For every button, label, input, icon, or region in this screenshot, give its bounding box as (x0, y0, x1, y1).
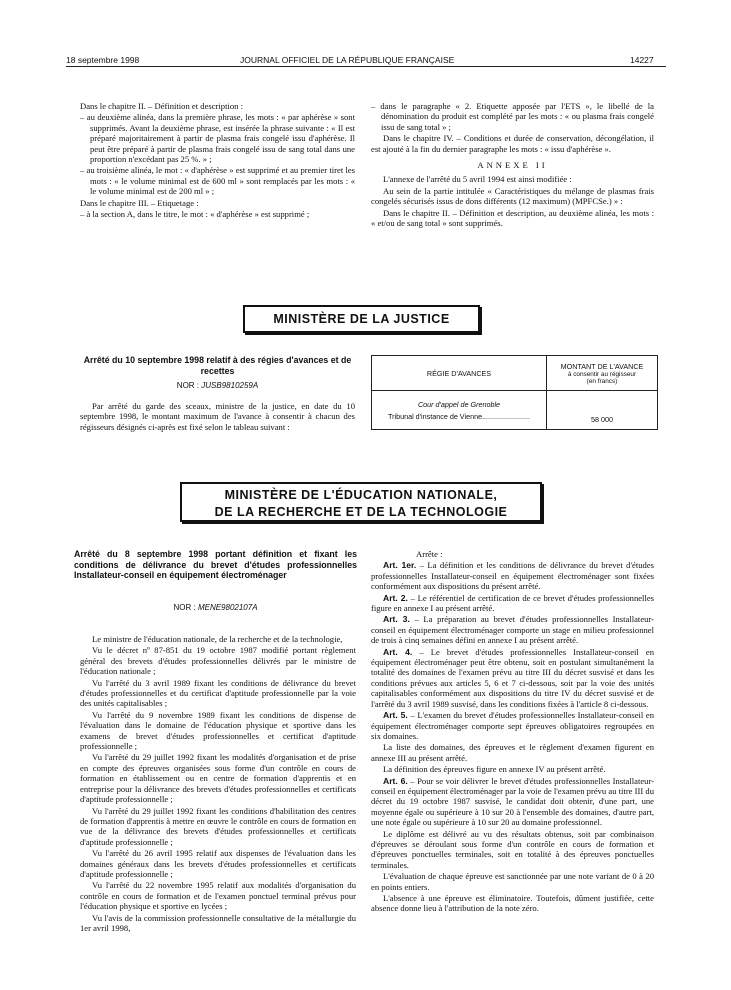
ministry-education-heading: MINISTÈRE DE L'ÉDUCATION NATIONALE, DE LA RECHERCHE ET DE LA TECHNOLOGIE (180, 482, 542, 522)
bullet-paragraph: – dans le paragraphe « 2. Etiquette apposée par l'ETS », le libellé de la dénomination du produit est complété par les mots : « ou plasma frais congelé issu de sang total » ; (371, 101, 654, 132)
page-number: 14227 (630, 55, 654, 65)
annex-title: ANNEXE II (477, 160, 548, 171)
arrete-label: Arrête : (416, 549, 443, 559)
justice-nor (80, 381, 355, 390)
paragraph: Vu le décret nº 87-851 du 19 octobre 1987 modifié portant règlement général des brevets d'études professionnelles délivrés par le ministre de l'éducation nationale ; (80, 645, 356, 677)
header-rule (66, 66, 666, 67)
education-decree-title: Arrêté du 8 septembre 1998 portant définition et fixant les conditions de délivrance du brevet d'études professionnelles Installateur-conseil en équipement électroménager (74, 549, 357, 580)
education-left-column (80, 634, 356, 934)
paragraph: L'annexe de l'arrêté du 5 avril 1994 est ainsi modifiée : (383, 174, 572, 185)
article: La définition des épreuves figure en annexe IV au présent arrêté. (383, 764, 606, 775)
article: L'absence à une épreuve est éliminatoire. Toutefois, dûment justifiée, cette absence donne lieu à l'attribution de la note zéro. (371, 893, 654, 914)
tribunal-name: Tribunal d'instance de Vienne........................ (387, 411, 530, 421)
article: Art. 1er. – La définition et les conditions de délivrance du brevet d'études professionnelles Installateur-conseil en équipement électroménager sont fixées conformément aux dispositions du présent arrêté. (371, 560, 654, 592)
paragraph: Le ministre de l'éducation nationale, de la recherche et de la technologie, (92, 634, 343, 644)
nor-code: MENE9802107A (197, 603, 258, 612)
article: Art. 3. – La préparation au brevet d'études professionnelles Installateur-conseil en équipement électroménager comporte un stage en milieu professionnel de trois à cinq semaines défini en annexe I au présent arrêté. (371, 614, 654, 646)
article: Art. 4. – Le brevet d'études professionnelles Installateur-conseil en équipement électroménager peut être obtenu, soit en postulant simultanément la totalité des domaines de l'examen prévu au titre III du décret susvisé et dans les conditions prévues aux articles 5, 6 et 7 ci-dessous, soit par la voie des unités capitalisables conformément aux dispositions du titre IV du décret susvisé et de l'arrêté du 3 avril 1989 susvisé, dans les conditions fixées à l'article 8 ci-dessous. (371, 646, 654, 709)
article: Art. 6. – Pour se voir délivrer le brevet d'études professionnelles Installateur-conseil en équipement électroménager par la voie de l'examen prévu au titre III du décret du 19 octobre 1987 susvisé, le candidat doit obtenir, d'une part, une moyenne égale ou supérieure à 10 sur 20 à l'ensemble des domaines, d'autre part, une note égale ou supérieure à 10 sur 20 au domaine professionnel. (371, 775, 655, 828)
page-date: 18 septembre 1998 (66, 55, 140, 65)
top-right-column (371, 101, 654, 229)
article: Art. 5. – L'examen du brevet d'études professionnelles Installateur-conseil en équipement électroménager comporte sept épreuves obligatoires regroupées en six domaines. (371, 710, 655, 741)
advances-table (371, 355, 658, 430)
ministry-justice-heading: MINISTÈRE DE LA JUSTICE (243, 305, 480, 333)
journal-title: JOURNAL OFFICIEL DE LA RÉPUBLIQUE FRANÇAISE (240, 55, 455, 65)
paragraph: Au sein de la partie intitulée « Caractéristiques du mélange de plasmas frais congelés sécurisés issus de dons différents (12 maximum) (MPFCSe.) » : (371, 185, 654, 207)
article: L'évaluation de chaque épreuve est sanctionnée par une note variant de 0 à 20 en points entiers. (371, 871, 654, 892)
paragraph: Vu l'arrêté du 9 novembre 1989 fixant les conditions de dispense de l'évaluation dans le domaine de l'éducation physique et sportive dans les examens de brevet d'études professionnelles et certificat d'aptitude professionnelle ; (80, 709, 356, 752)
court-name: Cour d'appel de Grenoble (417, 399, 501, 409)
paragraph: Dans le chapitre III. – Etiquetage : (80, 197, 199, 208)
paragraph: Vu l'avis de la commission professionnelle consultative de la métallurgie du 1er avril 1998, (80, 912, 356, 933)
nor-code: JUSB9810259A (201, 381, 259, 390)
bullet-paragraph: – à la section A, dans le titre, le mot : « d'aphérèse » est supprimé ; (80, 209, 310, 220)
education-nor (74, 603, 357, 612)
paragraph: Vu l'arrêté du 29 juillet 1992 fixant les conditions d'habilitation des centres de formation d'apprentis à mettre en œuvre le contrôle en cours de formation en vue de la délivrance des brevets d'études professionnelles et certificats d'aptitude professionnelle ; (80, 805, 356, 847)
nor-label: NOR : (176, 381, 200, 390)
paragraph: Dans le chapitre IV. – Conditions et durée de conservation, décongélation, il est ajouté à la fin du dernier paragraphe les mots : « issu d'aphérèse ». (371, 133, 654, 154)
justice-decree-title: Arrêté du 10 septembre 1998 relatif à des régies d'avances et de recettes (83, 355, 352, 376)
table-row-amount: 58 000 (547, 391, 658, 430)
table-header-regie: RÉGIE D'AVANCES (372, 356, 547, 391)
article: La liste des domaines, des épreuves et le règlement d'examen figurent en annexe III au présent arrêté. (371, 742, 654, 763)
paragraph: Vu l'arrêté du 3 avril 1989 fixant les conditions de délivrance du brevet d'études professionnelles et du certificat d'aptitude professionnelle par la voie des unités capitalisables ; (80, 677, 356, 709)
justice-body: Par arrêté du garde des sceaux, ministre de la justice, en date du 10 septembre 1998, le montant maximum de l'avance à consentir à chacun des régisseurs désignés ci-après est fixé selon le tableau suivant : (80, 401, 355, 432)
article: Art. 2. – Le référentiel de certification de ce brevet d'études professionnelles figure en annexe I au présent arrêté. (371, 592, 654, 614)
bullet-paragraph: – au deuxième alinéa, dans la première phrase, les mots : « par aphérèse » sont supprimés. Avant la deuxième phrase, est insérée la phrase suivante : « Il est préparé majoritairement à partir de plasma frais congelé issu d'aphérèse. Il peut être préparé à partir de plasma frais congelé issu de sang total dans une proportion n'excédant pas 25 %. » ; (80, 112, 355, 165)
nor-label: NOR : (173, 603, 196, 612)
top-left-column (80, 101, 355, 220)
education-right-column (371, 549, 654, 915)
paragraph: Dans le chapitre II. – Définition et description, au deuxième alinéa, les mots : « et/ou de sang total » sont supprimés. (371, 207, 654, 229)
table-row-regie (372, 391, 547, 430)
paragraph: Vu l'arrêté du 29 juillet 1992 fixant les modalités d'organisation et de prise en compte des épreuves organisées sous forme d'un contrôle en cours de formation en établissement ou en centre de formation d'apprentis et en entreprise pour la délivrance des brevets d'études professionnelles et certificats d'aptitude professionnelle ; (80, 752, 356, 805)
article: Le diplôme est délivré au vu des résultats obtenus, soit par combinaison d'épreuves se déroulant sous forme d'un contrôle en cours de formation et d'épreuves ponctuelles terminales, soit en totalité à des épreuves ponctuelles terminales. (371, 828, 654, 870)
paragraph: Dans le chapitre II. – Définition et description : (80, 101, 243, 111)
paragraph: Vu l'arrêté du 22 novembre 1995 relatif aux modalités d'organisation du contrôle en cours de formation et de l'examen ponctuel terminal prévus pour l'éducation physique et sportive en lycées ; (80, 880, 356, 912)
paragraph: Vu l'arrêté du 26 avril 1995 relatif aux dispenses de l'évaluation dans les domaines généraux dans les brevets d'études professionnelles et certificats d'aptitude professionnelle ; (80, 848, 356, 879)
bullet-paragraph: – au troisième alinéa, le mot : « d'aphérèse » est supprimé et au premier tiret les mots : « le volume minimal est de 600 ml » sont remplacés par les mots : « le volume minimal est de 200 ml » ; (80, 165, 355, 197)
table-header-amount: MONTANT DE L'AVANCE à consentir au régisseur (en francs) (547, 356, 658, 391)
